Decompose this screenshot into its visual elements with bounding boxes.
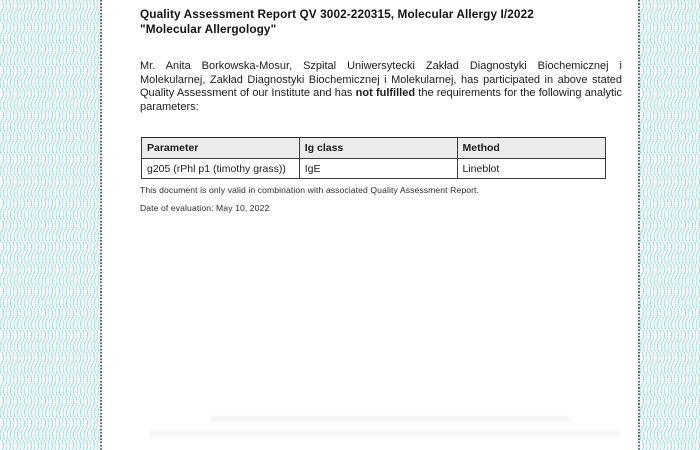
- guilloche-pattern-left: [0, 0, 100, 450]
- cell-ig-class: IgE: [299, 159, 457, 179]
- not-fulfilled-emphasis: not fulfilled: [355, 87, 416, 100]
- title-line-1: Quality Assessment Report QV 3002-220315, Molecular Allergy I/2022: [140, 7, 534, 21]
- security-pattern-band-right: [640, 0, 700, 450]
- security-pattern-band-left: [0, 0, 100, 450]
- body-text-end: the requirements for the following analytic parameters:: [140, 87, 622, 113]
- cell-parameter: g205 (rPhl p1 (timothy grass)): [142, 159, 300, 179]
- scan-bleed-mark: [150, 430, 620, 437]
- body-paragraph: [140, 60, 622, 114]
- body-text-start: Mr. Anita Borkowska-Mosur, Szpital Uniwersytecki Zakład Diagnostyki Biochemicznej i Molekularnej, Zakład Diagnostyki Biochemicznej i Molekularnej, has participated in above stated Quality Assessment of our Institute and has: [140, 60, 622, 100]
- table-row: [142, 159, 606, 179]
- evaluation-date: Date of evaluation: May 10, 2022: [140, 203, 270, 213]
- table-header-parameter: Parameter: [142, 138, 300, 159]
- perforated-edge-left: [100, 0, 102, 450]
- perforated-edge-right: [638, 0, 640, 450]
- scan-bleed-mark: [210, 416, 570, 422]
- title-line-2: "Molecular Allergology": [140, 22, 277, 36]
- cell-method: Lineblot: [457, 159, 606, 179]
- validity-note: This document is only valid in combination with associated Quality Assessment Report.: [140, 185, 480, 195]
- table-header-row: [142, 138, 606, 159]
- table-header-ig-class: Ig class: [299, 138, 457, 159]
- parameters-table: [141, 137, 606, 179]
- document-title: [140, 7, 626, 37]
- table-header-method: Method: [457, 138, 606, 159]
- guilloche-pattern-right: [640, 0, 700, 450]
